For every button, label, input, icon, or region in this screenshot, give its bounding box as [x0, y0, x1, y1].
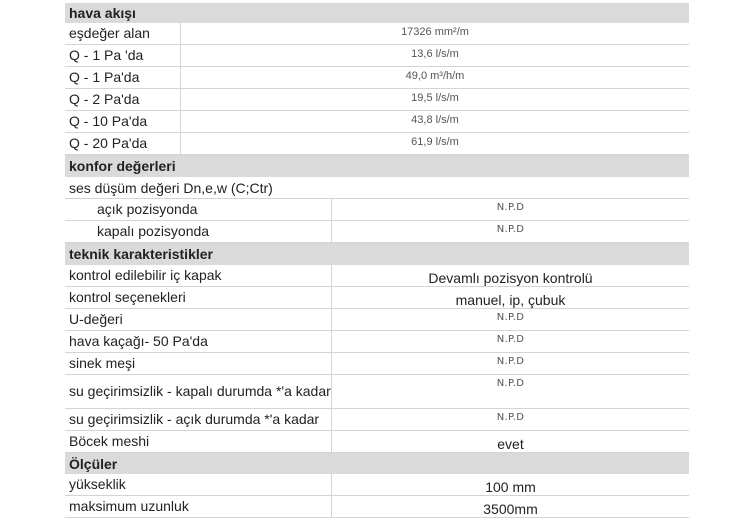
- row-label: yükseklik: [65, 474, 332, 495]
- row-label: ses düşüm değeri Dn,e,w (C;Ctr): [69, 179, 273, 196]
- row-value: 13,6 l/s/m: [411, 48, 459, 60]
- table-row: [65, 177, 689, 199]
- table-row: [65, 287, 689, 309]
- section-comfort: [65, 155, 689, 177]
- row-value: 43,8 l/s/m: [411, 114, 459, 126]
- row-label: Q - 1 Pa 'da: [65, 45, 181, 66]
- spec-table: [65, 3, 689, 518]
- table-row: [65, 474, 689, 496]
- table-row: [65, 23, 689, 45]
- row-label: sinek meşi: [65, 353, 332, 374]
- row-label: açık pozisyonda: [65, 199, 332, 220]
- row-value: manuel, ip, çubuk: [455, 292, 566, 308]
- row-value: N.P.D: [496, 202, 525, 213]
- table-row: [65, 496, 689, 518]
- section-technical: [65, 243, 689, 265]
- row-label: Q - 2 Pa'da: [65, 89, 181, 110]
- table-row: [65, 431, 689, 453]
- table-row: [65, 199, 689, 221]
- row-value: Devamlı pozisyon kontrolü: [428, 270, 593, 286]
- row-label: maksimum uzunluk: [65, 496, 332, 517]
- section-title: teknik karakteristikler: [69, 246, 213, 262]
- section-dimensions: [65, 453, 689, 474]
- row-value: N.P.D: [496, 412, 525, 423]
- table-row: [65, 221, 689, 243]
- table-row: [65, 353, 689, 375]
- table-row: [65, 409, 689, 431]
- row-value: N.P.D: [496, 378, 525, 389]
- table-row: [65, 375, 689, 409]
- row-value: evet: [497, 436, 524, 452]
- row-label: hava kaçağı- 50 Pa'da: [65, 331, 332, 352]
- table-row: [65, 309, 689, 331]
- row-value: 100 mm: [485, 479, 536, 495]
- table-row: [65, 45, 689, 67]
- row-label: Q - 20 Pa'da: [65, 133, 181, 154]
- row-label: kontrol edilebilir iç kapak: [65, 265, 332, 286]
- table-row: [65, 265, 689, 287]
- table-row: [65, 67, 689, 89]
- row-label: U-değeri: [65, 309, 332, 330]
- row-value: 19,5 l/s/m: [411, 92, 459, 104]
- table-row: [65, 89, 689, 111]
- table-row: [65, 331, 689, 353]
- row-label: Q - 1 Pa'da: [65, 67, 181, 88]
- row-label: Böcek meshi: [65, 431, 332, 452]
- table-row: [65, 133, 689, 155]
- row-label: su geçirimsizlik - açık durumda *'a kadar: [65, 409, 332, 430]
- section-title: konfor değerleri: [69, 158, 176, 174]
- row-value: 49,0 m³/h/m: [405, 70, 465, 82]
- row-value: 3500mm: [483, 501, 538, 517]
- section-title: Ölçüler: [69, 455, 118, 472]
- row-value: N.P.D: [496, 312, 525, 323]
- section-airflow: [65, 3, 689, 23]
- row-value: N.P.D: [496, 334, 525, 345]
- row-value: 17326 mm²/m: [401, 26, 469, 38]
- row-value: 61,9 l/s/m: [411, 136, 459, 148]
- row-label: kapalı pozisyonda: [65, 221, 332, 242]
- section-title: hava akışı: [69, 5, 136, 21]
- row-value: N.P.D: [496, 356, 525, 367]
- row-label: su geçirimsizlik - kapalı durumda *'a kadar: [65, 375, 332, 408]
- row-label: eşdeğer alan: [65, 23, 181, 44]
- row-value: N.P.D: [496, 224, 525, 235]
- row-label: Q - 10 Pa'da: [65, 111, 181, 132]
- row-label: kontrol seçenekleri: [65, 287, 332, 308]
- table-row: [65, 111, 689, 133]
